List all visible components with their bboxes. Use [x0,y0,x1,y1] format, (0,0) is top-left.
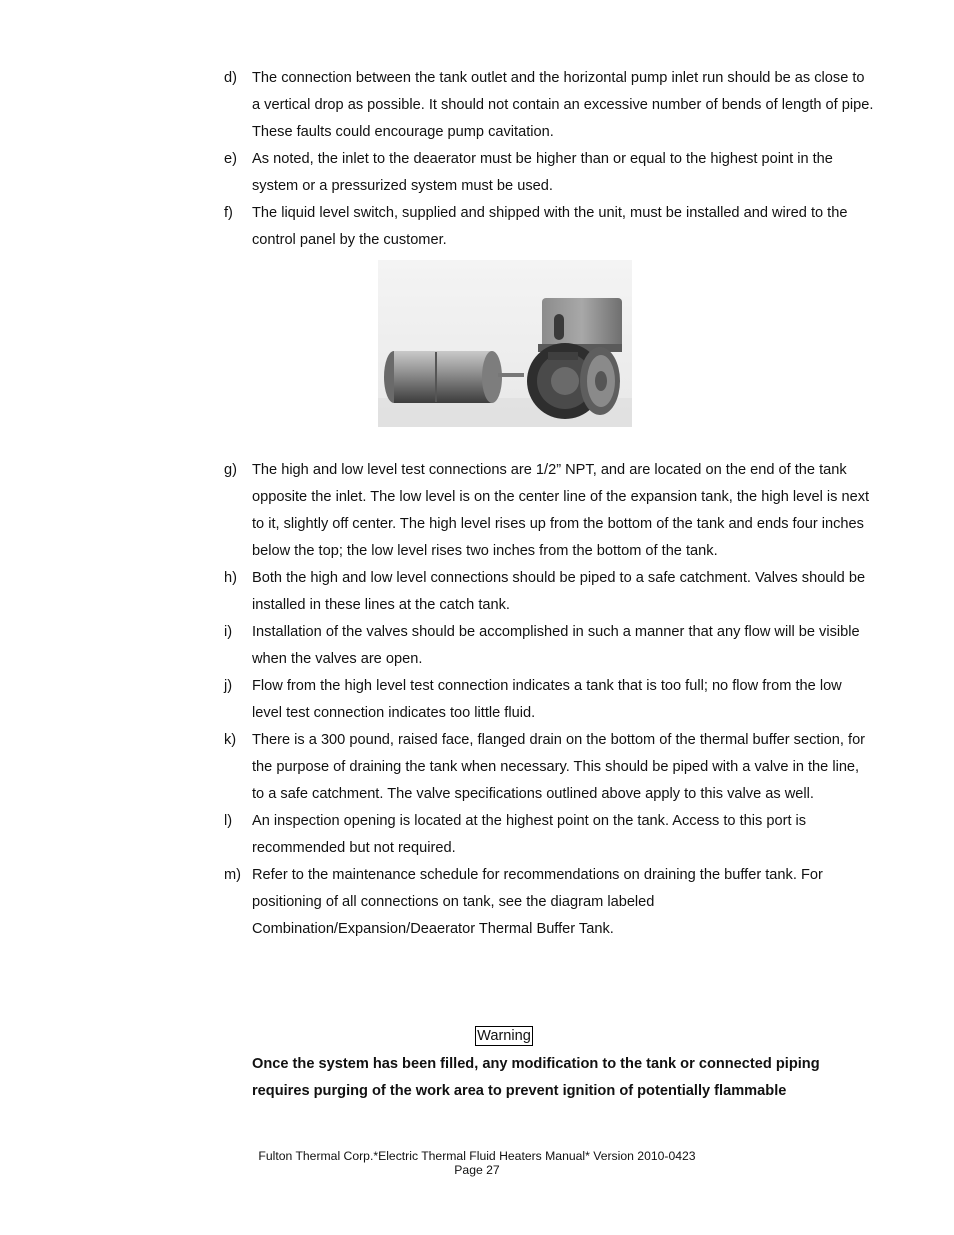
item-text: As noted, the inlet to the deaerator must be higher than or equal to the highest point in the system or a pressurized system must be used. [252,151,833,194]
item-label: g) [224,462,237,478]
footer-page-number: Page 27 [454,1163,500,1177]
item-label: j) [224,678,233,694]
item-text: Installation of the valves should be accomplished in such a manner that any flow will be visible when the valves are open. [252,624,860,667]
instruction-list-top [224,65,874,254]
item-text: The liquid level switch, supplied and shipped with the unit, must be installed and wired to the control panel by the customer. [252,205,848,248]
list-item [224,200,874,254]
list-item [224,862,874,943]
warning-heading [54,1026,954,1046]
list-item [224,457,874,565]
item-text: Flow from the high level test connection indicates a tank that is too full; no flow from the low level test connection indicates too little fluid. [252,678,842,721]
list-item [224,727,874,808]
list-item [224,808,874,862]
item-text: There is a 300 pound, raised face, flanged drain on the bottom of the thermal buffer section, for the purpose of draining the tank when necessary. This should be piped with a valve in the line, to a safe catchment. The valve specifications outlined above apply to this valve as well. [252,732,866,802]
page-footer [0,1149,954,1177]
warning-title: Warning [477,1028,531,1044]
item-label: k) [224,732,237,748]
item-text: The high and low level test connections are 1/2” NPT, and are located on the end of the tank opposite the inlet. The low level is on the center line of the expansion tank, the high level is next to it, slightly off center. The high level rises up from the bottom of the tank and ends four inches below the top; the low level rises two inches from the bottom of the tank. [252,462,870,559]
item-text: Both the high and low level connections should be piped to a safe catchment. Valves should be installed in these lines at the catch tank. [252,570,866,613]
instruction-list-bottom [224,457,874,943]
item-text: Refer to the maintenance schedule for recommendations on draining the buffer tank. For positioning of all connections on tank, see the diagram labeled Combination/Expansion/Deaerator Thermal Buffer Tank. [252,867,823,937]
item-label: h) [224,570,237,586]
item-text: The connection between the tank outlet and the horizontal pump inlet run should be as close to a vertical drop as possible. It should not contain an excessive number of bends of length of pipe. These faults could encourage pump cavitation. [252,70,874,140]
list-item [224,619,874,673]
item-label: l) [224,813,233,829]
item-label: m) [224,867,242,883]
list-item [224,65,874,146]
item-text: An inspection opening is located at the highest point on the tank. Access to this port is recommended but not required. [252,813,807,856]
item-label: i) [224,624,233,640]
item-label: e) [224,151,237,167]
item-label: d) [224,70,237,86]
item-label: f) [224,205,233,221]
liquid-level-switch-photo [378,260,632,427]
list-item [224,146,874,200]
warning-body: Once the system has been filled, any modification to the tank or connected piping requires purging of the work area to prevent ignition of potentially flammable [252,1056,820,1099]
list-item [224,673,874,727]
list-item [224,565,874,619]
footer-document-title: Fulton Thermal Corp.*Electric Thermal Fluid Heaters Manual* Version 2010-0423 [258,1149,696,1163]
